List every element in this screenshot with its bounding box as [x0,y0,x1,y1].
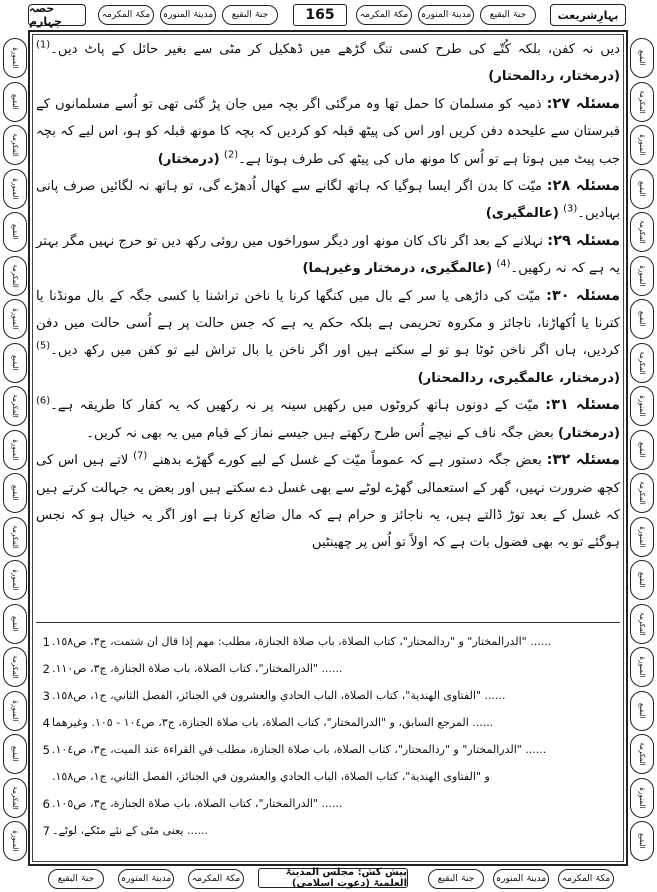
paragraph-text: میّت کی داڑھی یا سر کے بال میں کنگھا کرنا یا ناخن تراشنا یا کسی جگہ کے بال مونڈنا یا کترنا یا اُکھاڑنا، ناجائز و مکروہ تحریمی ہے بلکہ حکم یہ ہے کہ جس حالت پر ہے اُسی حالت میں دفن کردیں، ہاں اگر ناخن ٹوٹا ہو تو لے سکتے ہیں اور اگر ناخن یا بال تراش لیے تو کفن میں رکھ دیں۔ [36,288,620,359]
masala-label: مسئلہ ۳۲: [546,452,620,469]
side-tab: البقیع [630,430,654,470]
paragraph-text: میّت کا بدن اگر ایسا ہوگیا کہ ہاتھ لگانے سے کھال اُدھڑے گی، تو ہاتھ نہ لگائیں صرف پانی بہادیں۔ [36,179,620,222]
paragraph-intro [36,36,620,91]
paragraph-text: بعض جگہ ناف کے نیچے اُس طرح رکھتے ہیں جیسے نماز کے قیام میں یہ بھی نہ کریں۔ [86,425,554,441]
masala-label: مسئلہ ۲۷: [546,95,620,112]
side-tab: المکرمۃ [630,734,654,774]
paragraph-text: دیں نہ کفن، بلکہ کُتّے کی طرح کسی تنگ گڑھے میں ڈھکیل کر مٹی سے بغیر حائل کے پاٹ دیں۔ [50,42,620,57]
footnote-text: ...... "الدرالمختار" و "ردالمحتار"، كتاب الصلاة، باب صلاة الجنازة، مطلب في القراءة عند الميت، ج٣، ص١٠٤. [52,743,547,756]
footnotes [36,628,620,844]
paragraph-text: لاتے ہیں اس کی کچھ ضرورت نہیں، گھر کے استعمالی گھڑے لوٹے سے بھی غسل دے سکتے ہیں اور بعض یہ جہالت کرتے ہیں کہ غسل کے بعد توڑ ڈالتے ہیں، یہ ناجائز و حرام ہے کہ مال ضائع کرنا ہے اور اگر یہ خیال ہو کہ نجس ہوگئے تو یہ بھی فضول بات ہے کہ اولاً تو اُس پر چھینٹیں [36,453,620,551]
footnote-number: 3 [42,688,50,703]
side-tab: المنورۃ [3,560,27,600]
side-tab: المکرمۃ [3,256,27,296]
page-header [28,4,628,28]
footnote-ref: (2) [223,149,239,161]
footnote-text: ...... "الدرالمختار" و "ردالمحتار"، كتاب الصلاة، باب صلاة الجنازة، مطلب: مهم إذا قال ان شتمت، ج٣، ص١٥٨. [52,635,552,648]
footnote-ref: (6) [36,395,51,407]
footnote-ref: (5) [36,341,51,353]
footnote [36,709,620,736]
side-tab: المکرمۃ [630,473,654,513]
masala-27 [36,91,620,173]
footnote-ref: (7) [133,450,148,462]
side-tab: المنورۃ [630,778,654,818]
side-tab: المنورۃ [3,299,27,339]
footer-pill: مدینۃ المنورہ [118,869,174,889]
paragraph-text: بعض جگہ دستور ہے کہ عموماً میّت کے غسل کے لیے کورے گھڑے بدھنے [152,453,542,469]
citation: (درمختار، ردالمحتار) [488,69,620,85]
side-tab: البقیع [3,604,27,644]
side-tab: البقیع [630,691,654,731]
side-tab: المکرمۃ [630,212,654,252]
header-pill: مکۃ المکرمہ [356,5,412,25]
side-tab: البقیع [630,560,654,600]
masala-label: مسئلہ ۲۸: [546,178,620,195]
paragraph-text: ذمیہ کو مسلمان کا حمل تھا وہ مرگئی اگر بچہ میں جان پڑ گئی تھی تو اُسے مسلمانوں کے قبرستان سے علیحدہ دفن کریں اور اس کی پیٹھ قبلہ کو کردیں کہ بچہ کا مونھ قبلہ کو ہو، اس لیے کہ بچہ جب پیٹ میں ہوتا ہے تو اُس کا مونھ ماں کی پیٹھ کی طرف ہوتا ہے۔ [36,96,620,167]
footnote [36,655,620,682]
masala-29 [36,228,620,283]
book-title: بہارِشریعت [550,4,626,26]
footnote [36,682,620,709]
masala-31 [36,392,620,447]
footnote-number: 2 [42,661,50,676]
masala-label: مسئلہ ۲۹: [547,232,620,249]
main-text [36,36,620,557]
header-pill: مکۃ المکرمہ [98,5,154,25]
masala-32 [36,447,620,557]
side-tab: المکرمۃ [3,125,27,165]
paragraph-text: میّت کے دونوں ہاتھ کروٹوں میں رکھیں سینہ پر نہ رکھیں کہ یہ کفار کا طریقہ ہے۔ [50,398,539,414]
masala-28 [36,173,620,228]
footer-pill: مکۃ المکرمہ [188,869,244,889]
side-tab: البقیع [630,38,654,78]
side-tab: المنورۃ [3,430,27,470]
masala-label: مسئلہ ۳۰: [546,287,620,304]
citation: (عالمگیری، درمختار وغیرہما) [302,261,493,277]
header-pill: مدینۃ المنورہ [418,5,474,25]
side-tab: المنورۃ [3,169,27,209]
footnote [36,628,620,655]
footnote-text: ...... "الفتاوى الهندية"، كتاب الصلاة، الباب الحادي والعشرون في الجنائز، الفصل الثاني، ج١، ص١٥٨. [52,689,506,702]
footnote [36,790,620,817]
citation: (درمختار) [557,425,620,441]
paragraph-text: نہلانے کے بعد اگر ناک کان مونھ اور دیگر سوراخوں میں روئی رکھ دیں تو حرج نہیں مگر بہتر یہ ہے کہ نہ رکھیں۔ [36,233,620,277]
part-label: حصہ چہارم [28,4,86,26]
footnote-text: ...... یعنی مٹی کے نئے مٹکے، لوٹے۔ [52,824,208,837]
page-footer [28,868,628,890]
side-tab: البقیع [630,299,654,339]
publisher-label: پیش کش: مجلس المدینۃ العلمیۃ (دعوتِ اسلامی) [258,868,408,888]
citation: (عالمگیری) [485,206,559,222]
side-tab: البقیع [3,473,27,513]
side-tab: المنورۃ [3,691,27,731]
footer-pill: جنۃ البقیع [428,869,484,889]
side-tab: المنورۃ [3,38,27,78]
page-number: 165 [293,4,347,26]
footnote [36,817,620,844]
footnote-number: 4 [42,715,50,730]
side-tab: البقیع [3,82,27,122]
footnote-text: ...... المرجع السابق، و "الدرالمختار"، كتاب الصلاة، باب صلاة الجنازة، ج٣، ص١٠٤ - ١٠٥. وغيرهما [52,716,494,729]
side-tab: البقیع [630,821,654,861]
side-tab: المکرمۃ [3,517,27,557]
footnote-number: 5 [42,742,50,757]
footnote-text: ...... "الدرالمختار"، كتاب الصلاة، باب صلاة الجنازة، ج٣، ص١٠٥. [52,797,343,810]
footer-pill: مکۃ المکرمہ [558,869,614,889]
footnote-ref: (3) [563,204,578,216]
side-tab: البقیع [3,734,27,774]
header-pill: جنۃ البقیع [222,5,278,25]
side-tab: المکرمۃ [630,604,654,644]
citation: (درمختار، عالمگیری، ردالمحتار) [417,370,620,386]
footnote-number: 6 [42,796,50,811]
footer-pill: جنۃ البقیع [48,869,104,889]
side-tab: المنورۃ [630,647,654,687]
masala-30 [36,283,620,393]
footnote [36,736,620,763]
header-pill: مدینۃ المنورہ [160,5,216,25]
footnote-separator [36,622,620,623]
side-tab: المکرمۃ [3,647,27,687]
footnote-text: و "الفتاوى الهندية"، كتاب الصلاة، الباب الحادي والعشرون في الجنائز، الفصل الثاني، ج١، ص١٥٨. [52,770,490,783]
footnote [36,763,620,790]
footnote-text: ...... "الدرالمختار"، كتاب الصلاة، باب صلاة الجنازة، ج٣، ص١١٠. [52,662,343,675]
footer-pill: مدینۃ المنورہ [493,869,549,889]
side-tab: البقیع [3,212,27,252]
side-tab: المنورۃ [630,517,654,557]
side-tab: المنورۃ [630,386,654,426]
footnote-number: 1 [42,634,50,649]
footnote-number: 7 [42,823,50,838]
side-tab: المنورۃ [630,256,654,296]
footnote-ref: (4) [496,258,511,270]
side-tab: البقیع [630,169,654,209]
side-tab: المکرمۃ [3,778,27,818]
side-tab: المکرمۃ [3,386,27,426]
footnote-ref: (1) [36,39,51,51]
header-pill: جنۃ البقیع [480,5,536,25]
side-tab: البقیع [3,343,27,383]
side-tab: المنورۃ [630,125,654,165]
citation: (درمختار) [157,151,220,167]
side-tab: المکرمۃ [630,343,654,383]
side-tab: المکرمۃ [630,82,654,122]
side-tab: المنورۃ [3,821,27,861]
masala-label: مسئلہ ۳۱: [545,397,620,414]
